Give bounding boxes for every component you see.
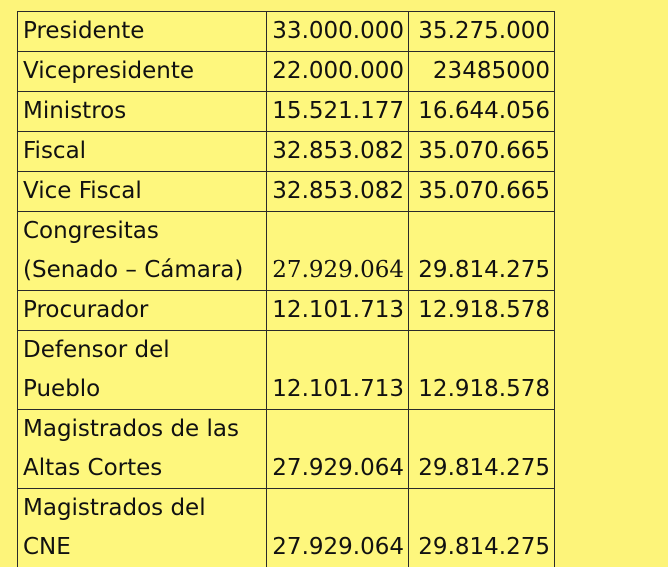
- table-row: [18, 212, 555, 291]
- salary-value-a-cell: 32.853.082: [267, 172, 409, 212]
- salary-value-a-cell: 12.101.713: [267, 331, 409, 410]
- salary-value-a-cell: 22.000.000: [267, 52, 409, 92]
- position-name-line: Magistrados del: [23, 495, 206, 521]
- position-name-cell: [18, 172, 267, 212]
- salary-value-a-cell: 27.929.064: [267, 212, 409, 291]
- position-name-cell: [18, 12, 267, 52]
- salary-value-a-cell: 12.101.713: [267, 291, 409, 331]
- position-name-line: Magistrados de las: [23, 416, 239, 442]
- salary-value-b-cell: 12.918.578: [409, 331, 555, 410]
- salary-value-b-cell: 12.918.578: [409, 291, 555, 331]
- salary-value-a-cell: 27.929.064: [267, 410, 409, 489]
- salary-value-a-cell: 27.929.064: [267, 489, 409, 567]
- salary-value-b-cell: 35.070.665: [409, 172, 555, 212]
- position-name-cell: [18, 92, 267, 132]
- salary-value-a-cell: 32.853.082: [267, 132, 409, 172]
- salary-value-b-cell: 29.814.275: [409, 489, 555, 567]
- position-name-line: Congresitas: [23, 218, 159, 244]
- position-name-cell: [18, 331, 267, 410]
- salary-value-b-cell: 29.814.275: [409, 410, 555, 489]
- salary-value-b-cell: 23485000: [409, 52, 555, 92]
- position-name-cell: [18, 212, 267, 291]
- salary-value-b-cell: 35.070.665: [409, 132, 555, 172]
- position-name-line: CNE: [23, 534, 71, 560]
- position-name-cell: [18, 291, 267, 331]
- table-row: [18, 12, 555, 52]
- position-name-cell: [18, 410, 267, 489]
- salary-table: [17, 11, 555, 567]
- position-name-line: Altas Cortes: [23, 455, 163, 481]
- position-name-line: Vicepresidente: [23, 58, 194, 84]
- position-name-cell: [18, 52, 267, 92]
- position-name-line: Fiscal: [23, 138, 87, 164]
- salary-value-a-cell: 15.521.177: [267, 92, 409, 132]
- position-name-line: (Senado – Cámara): [23, 257, 244, 283]
- table-row: [18, 52, 555, 92]
- position-name-line: Defensor del: [23, 337, 170, 363]
- table-row: [18, 410, 555, 489]
- table-row: [18, 489, 555, 567]
- salary-value-b-cell: 29.814.275: [409, 212, 555, 291]
- position-name-line: Presidente: [23, 18, 145, 44]
- table-row: [18, 331, 555, 410]
- position-name-line: Vice Fiscal: [23, 178, 142, 204]
- table-row: [18, 132, 555, 172]
- position-name-line: Procurador: [23, 297, 149, 323]
- position-name-line: Pueblo: [23, 376, 101, 402]
- table-row: [18, 172, 555, 212]
- position-name-line: Ministros: [23, 98, 127, 124]
- table-row: [18, 291, 555, 331]
- salary-value-b-cell: 35.275.000: [409, 12, 555, 52]
- salary-value-a-cell: 33.000.000: [267, 12, 409, 52]
- position-name-cell: [18, 489, 267, 567]
- table-row: [18, 92, 555, 132]
- position-name-cell: [18, 132, 267, 172]
- salary-value-b-cell: 16.644.056: [409, 92, 555, 132]
